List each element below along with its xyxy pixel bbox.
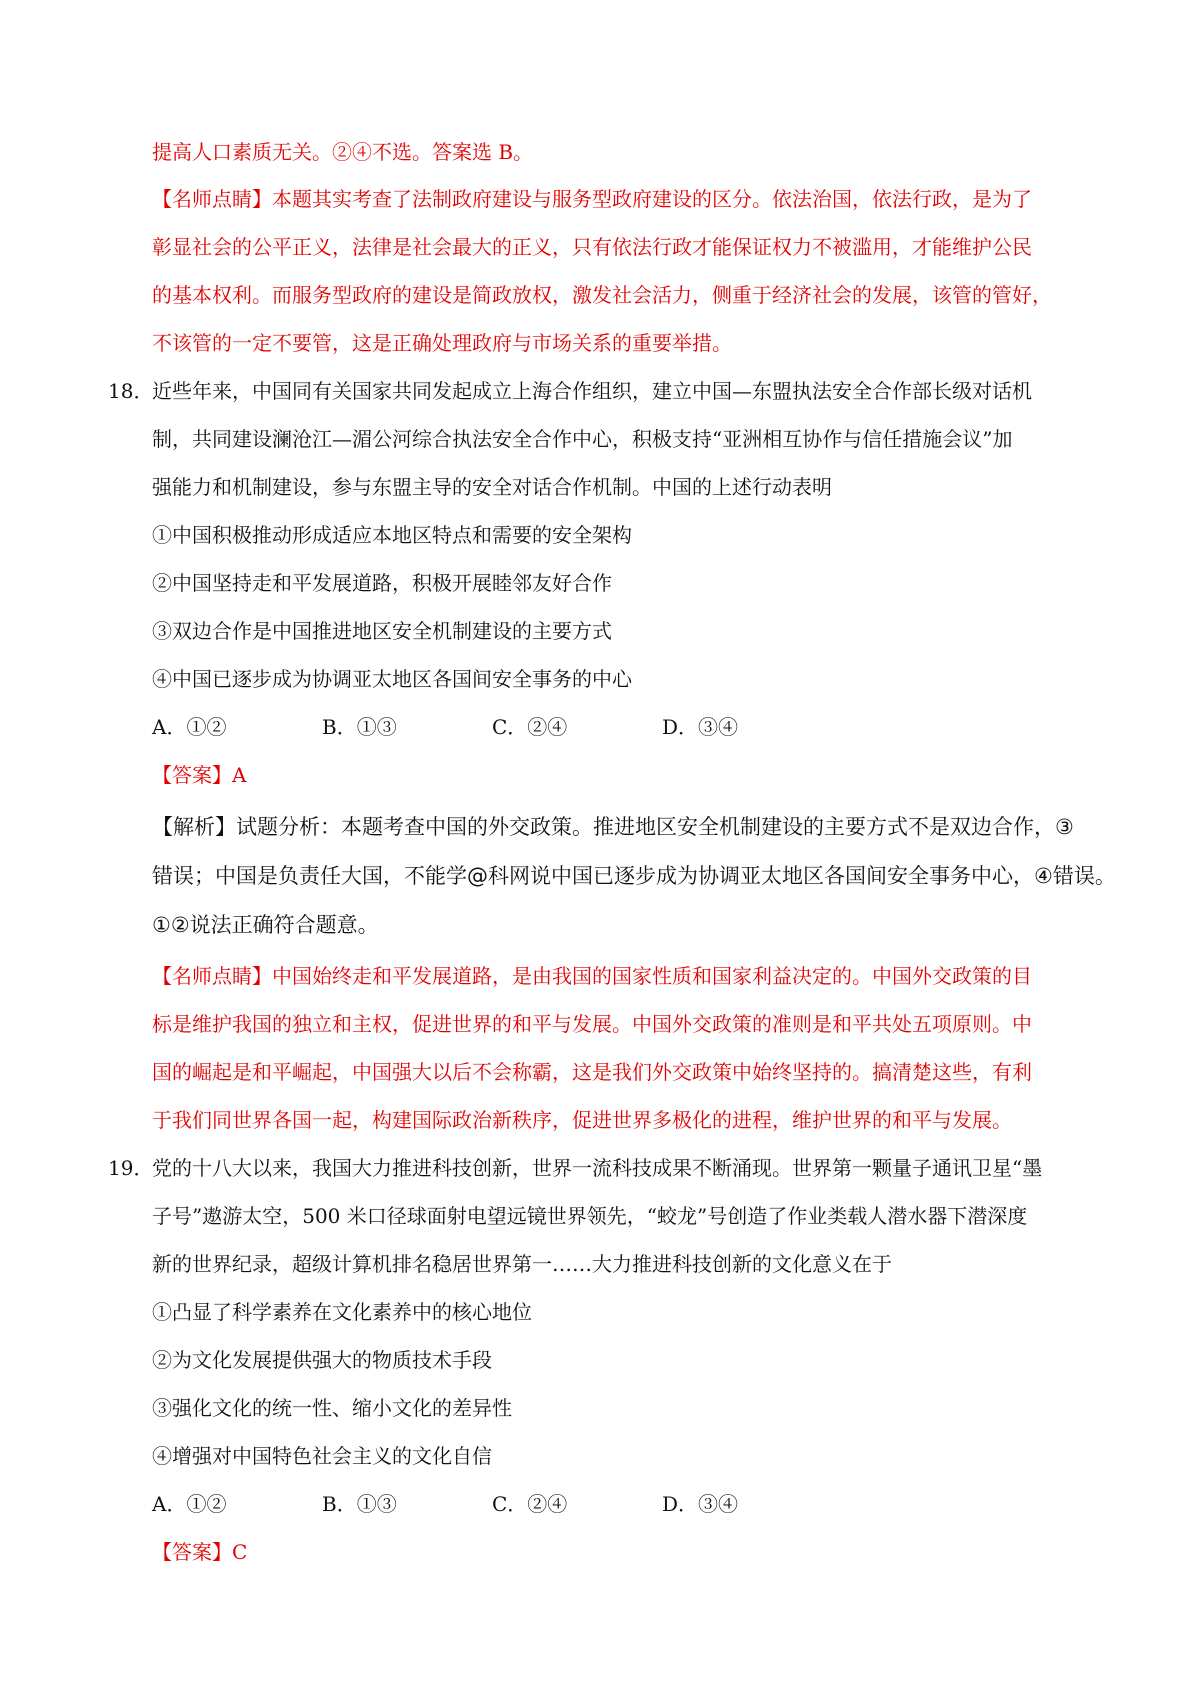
q18-option-a: A．①② <box>152 715 227 739</box>
q18-analysis-text1: 试题分析：本题考查中国的外交政策。推进地区安全机制建设的主要方式不是双边合作，③ <box>236 815 1074 839</box>
q18-option-b: B．①③ <box>322 715 397 739</box>
q19-answer-tag: 【答案】 <box>152 1540 232 1564</box>
q18-tip-line4: 于我们同世界各国一起，构建国际政治新秩序，促进世界多极化的进程，维护世界的和平与发展。 <box>152 1108 1012 1132</box>
q17-answer-tail: 提高人口素质无关。②④不选。答案选 B。 <box>152 140 534 164</box>
q18-option-c: C．②④ <box>492 715 568 739</box>
q19-answer-value: C <box>232 1540 248 1564</box>
q19-item-2: ②为文化发展提供强大的物质技术手段 <box>152 1348 492 1372</box>
q17-tip-line1 <box>152 185 1032 213</box>
q18-tip-tag: 【名师点睛】 <box>152 964 272 988</box>
q19-answer <box>152 1538 247 1566</box>
q18-analysis-line2: 错误；中国是负责任大国，不能学@科网说中国已逐步成为协调亚太地区各国间安全事务中心，④错误。 <box>152 864 1116 888</box>
q18-item-1: ①中国积极推动形成适应本地区特点和需要的安全架构 <box>152 523 632 547</box>
q19-item-3: ③强化文化的统一性、缩小文化的差异性 <box>152 1396 512 1420</box>
q17-tip-line3: 的基本权利。而服务型政府的建设是简政放权，激发社会活力，侧重于经济社会的发展，该管的管好， <box>152 283 1052 307</box>
q18-analysis-line1 <box>152 813 1074 841</box>
q17-tip-tag: 【名师点睛】 <box>152 187 272 211</box>
q19-stem-line1: 党的十八大以来，我国大力推进科技创新，世界一流科技成果不断涌现。世界第一颗量子通讯卫星“墨 <box>152 1156 1043 1180</box>
q18-tip-line3: 国的崛起是和平崛起，中国强大以后不会称霸，这是我们外交政策中始终坚持的。搞清楚这些，有利 <box>152 1060 1032 1084</box>
q18-analysis-tag: 【解析】 <box>152 815 236 839</box>
q19-option-d: D．③④ <box>662 1492 739 1516</box>
q18-item-4: ④中国已逐步成为协调亚太地区各国间安全事务的中心 <box>152 667 632 691</box>
q19-stem-line2: 子号”遨游太空，500 米口径球面射电望远镜世界领先，“蛟龙”号创造了作业类载人潜水器下潜深度 <box>152 1204 1028 1228</box>
q17-tip-line4: 不该管的一定不要管，这是正确处理政府与市场关系的重要举措。 <box>152 331 732 355</box>
q18-stem-line1: 近些年来，中国同有关国家共同发起成立上海合作组织，建立中国—东盟执法安全合作部长级对话机 <box>152 379 1032 403</box>
q18-item-2: ②中国坚持走和平发展道路，积极开展睦邻友好合作 <box>152 571 612 595</box>
q17-tip-text1: 本题其实考查了法制政府建设与服务型政府建设的区分。依法治国，依法行政，是为了 <box>272 187 1032 211</box>
q18-tip-text1: 中国始终走和平发展道路，是由我国的国家性质和国家利益决定的。中国外交政策的目 <box>272 964 1032 988</box>
q18-analysis-line3: ①②说法正确符合题意。 <box>152 913 379 937</box>
q18-item-3: ③双边合作是中国推进地区安全机制建设的主要方式 <box>152 619 612 643</box>
q18-tip-line1 <box>152 962 1032 990</box>
q19-stem-line3: 新的世界纪录，超级计算机排名稳居世界第一……大力推进科技创新的文化意义在于 <box>152 1252 892 1276</box>
q18-answer-value: A <box>232 763 247 787</box>
q19-option-c: C．②④ <box>492 1492 568 1516</box>
q19-option-b: B．①③ <box>322 1492 397 1516</box>
q18-stem-line3: 强能力和机制建设，参与东盟主导的安全对话合作机制。中国的上述行动表明 <box>152 475 832 499</box>
q19-item-1: ①凸显了科学素养在文化素养中的核心地位 <box>152 1300 532 1324</box>
q18-answer-tag: 【答案】 <box>152 763 232 787</box>
q18-answer <box>152 761 246 789</box>
q18-tip-line2: 标是维护我国的独立和主权，促进世界的和平与发展。中国外交政策的准则是和平共处五项原则。中 <box>152 1012 1032 1036</box>
q18-option-d: D．③④ <box>662 715 739 739</box>
q18-stem-line2: 制，共同建设澜沧江—湄公河综合执法安全合作中心，积极支持“亚洲相互协作与信任措施会议”加 <box>152 427 1013 451</box>
q19-number: 19． <box>108 1156 154 1180</box>
q18-number: 18． <box>108 379 154 403</box>
q19-item-4: ④增强对中国特色社会主义的文化自信 <box>152 1444 492 1468</box>
q19-option-a: A．①② <box>152 1492 227 1516</box>
q17-tip-line2: 彰显社会的公平正义，法律是社会最大的正义，只有依法行政才能保证权力不被滥用，才能维护公民 <box>152 235 1032 259</box>
